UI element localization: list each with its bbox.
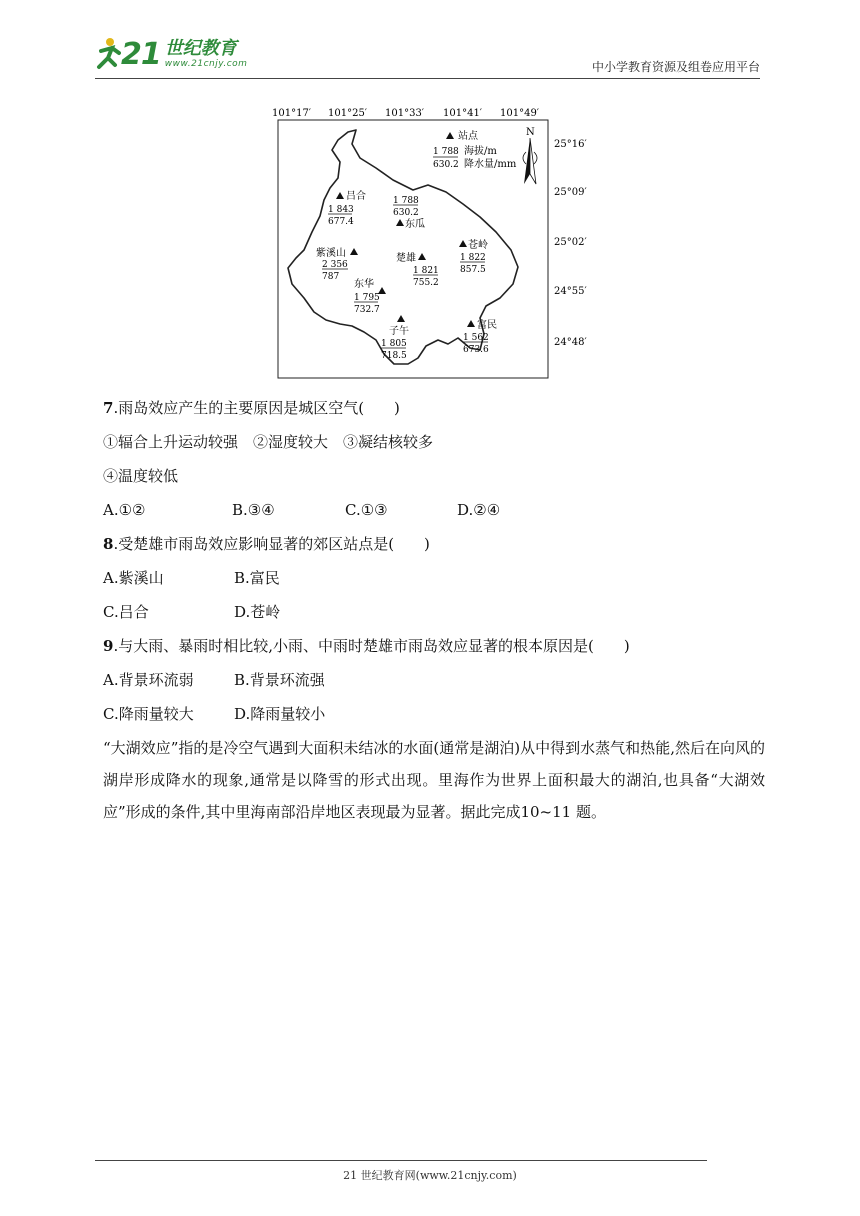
lat-label: 25°16′ xyxy=(554,139,587,150)
station-chuxiong xyxy=(396,251,439,288)
station-zixishan xyxy=(316,246,358,282)
question-7-statements-1: ①辐合上升运动较强 ②湿度较大 ③凝结核较多 xyxy=(103,433,434,451)
map-text: N xyxy=(526,127,535,138)
map-text: 楚雄 xyxy=(396,253,416,264)
logo-url: www.21cnjy.com xyxy=(164,59,248,69)
lat-label: 25°02′ xyxy=(554,237,587,248)
map-text: 紫溪山 xyxy=(316,248,346,259)
question-8-stem: 8.受楚雄市雨岛效应影响显著的郊区站点是( ) xyxy=(103,535,430,553)
lat-label: 24°55′ xyxy=(554,286,587,297)
question-7-stem: 7.雨岛效应产生的主要原因是城区空气( ) xyxy=(103,399,400,417)
station-cangling xyxy=(459,238,488,275)
map-text: 东华 xyxy=(354,279,374,290)
reading-passage: “大湖效应”指的是冷空气遇到大面积未结冰的水面(通常是湖泊)从中得到水蒸气和热能,然后在向风的湖岸形成降水的现象,通常是以降雪的形式出现。里海作为世界上面积最大的湖泊,也具备“大湖效应”形成的条件,其中里海南部沿岸地区表现最为显著。据此完成10~11 题。 xyxy=(103,739,765,821)
q7-option-d[interactable]: D.②④ xyxy=(457,501,501,519)
map-text: 1 821 xyxy=(413,266,439,276)
map-text: 677.4 xyxy=(328,217,354,227)
map-text: 1 562 xyxy=(463,333,489,343)
map-text: 苍岭 xyxy=(468,240,488,251)
q9-option-b[interactable]: B.背景环流强 xyxy=(234,671,325,689)
question-9-stem: 9.与大雨、暴雨时相比较,小雨、中雨时楚雄市雨岛效应显著的根本原因是( ) xyxy=(103,637,630,655)
map-text: 630.2 xyxy=(393,208,419,218)
lat-label: 25°09′ xyxy=(554,187,587,198)
platform-title: 中小学教育资源及组卷应用平台 xyxy=(591,60,760,74)
map-text: 1 843 xyxy=(328,205,354,215)
station-lvhe xyxy=(328,189,366,227)
map-text: 降水量/mm xyxy=(464,159,517,170)
map-text: 站点 xyxy=(458,131,478,142)
map-text: 海拔/m xyxy=(464,146,497,157)
lon-label: 101°17′ xyxy=(272,108,312,119)
map-text: 755.2 xyxy=(413,278,439,288)
map-text: 1 822 xyxy=(460,253,486,263)
map-text: 1 805 xyxy=(381,339,407,349)
station-donghua xyxy=(354,277,386,315)
station-ziwu xyxy=(381,315,409,361)
q9-option-d[interactable]: D.降雨量较小 xyxy=(234,705,326,723)
q9-option-c[interactable]: C.降雨量较大 xyxy=(103,705,194,723)
lon-label: 101°33′ xyxy=(385,108,425,119)
map-text: 2 356 xyxy=(322,260,348,270)
q7-option-c[interactable]: C.①③ xyxy=(345,501,388,519)
map-text: 1 788 xyxy=(393,196,419,206)
north-arrow-icon xyxy=(523,127,537,184)
logo-mark: 21 xyxy=(121,36,161,72)
footer-link[interactable]: 21 世纪教育网(www.21cnjy.com) xyxy=(343,1169,517,1182)
station-triangle-icon xyxy=(446,132,454,139)
runner-icon xyxy=(95,37,121,71)
station-fumin xyxy=(463,318,497,355)
q7-option-a[interactable]: A.①② xyxy=(103,501,146,519)
map-text: 1 795 xyxy=(354,293,380,303)
lon-label: 101°49′ xyxy=(500,108,540,119)
q8-option-d[interactable]: D.苍岭 xyxy=(234,603,281,621)
q8-option-a[interactable]: A.紫溪山 xyxy=(103,569,164,587)
map-text: 732.7 xyxy=(354,305,380,315)
lon-label: 101°41′ xyxy=(443,108,483,119)
map-text: 东瓜 xyxy=(405,219,425,230)
map-text: 857.5 xyxy=(460,265,486,275)
map-text: 673.6 xyxy=(463,345,489,355)
station-map xyxy=(268,102,598,382)
footer-divider xyxy=(95,1160,707,1161)
q8-option-c[interactable]: C.吕合 xyxy=(103,603,149,621)
q9-option-a[interactable]: A.背景环流弱 xyxy=(103,671,194,689)
q7-option-b[interactable]: B.③④ xyxy=(232,501,275,519)
station-donggua xyxy=(393,196,425,230)
map-text: 富民 xyxy=(477,320,497,331)
map-text: 630.2 xyxy=(433,160,459,170)
map-text: 吕合 xyxy=(346,191,366,202)
page-header xyxy=(95,30,760,79)
map-text: 子午 xyxy=(389,326,409,337)
q8-option-b[interactable]: B.富民 xyxy=(234,569,280,587)
map-text: 718.5 xyxy=(381,351,407,361)
map-text: 787 xyxy=(322,272,340,282)
lat-label: 24°48′ xyxy=(554,337,587,348)
map-text: 1 788 xyxy=(433,147,459,157)
lon-label: 101°25′ xyxy=(328,108,368,119)
site-logo[interactable] xyxy=(95,32,247,76)
map-legend xyxy=(433,129,517,170)
logo-name: 世纪教育 xyxy=(164,38,237,59)
question-7-statements-2: ④温度较低 xyxy=(103,467,179,485)
